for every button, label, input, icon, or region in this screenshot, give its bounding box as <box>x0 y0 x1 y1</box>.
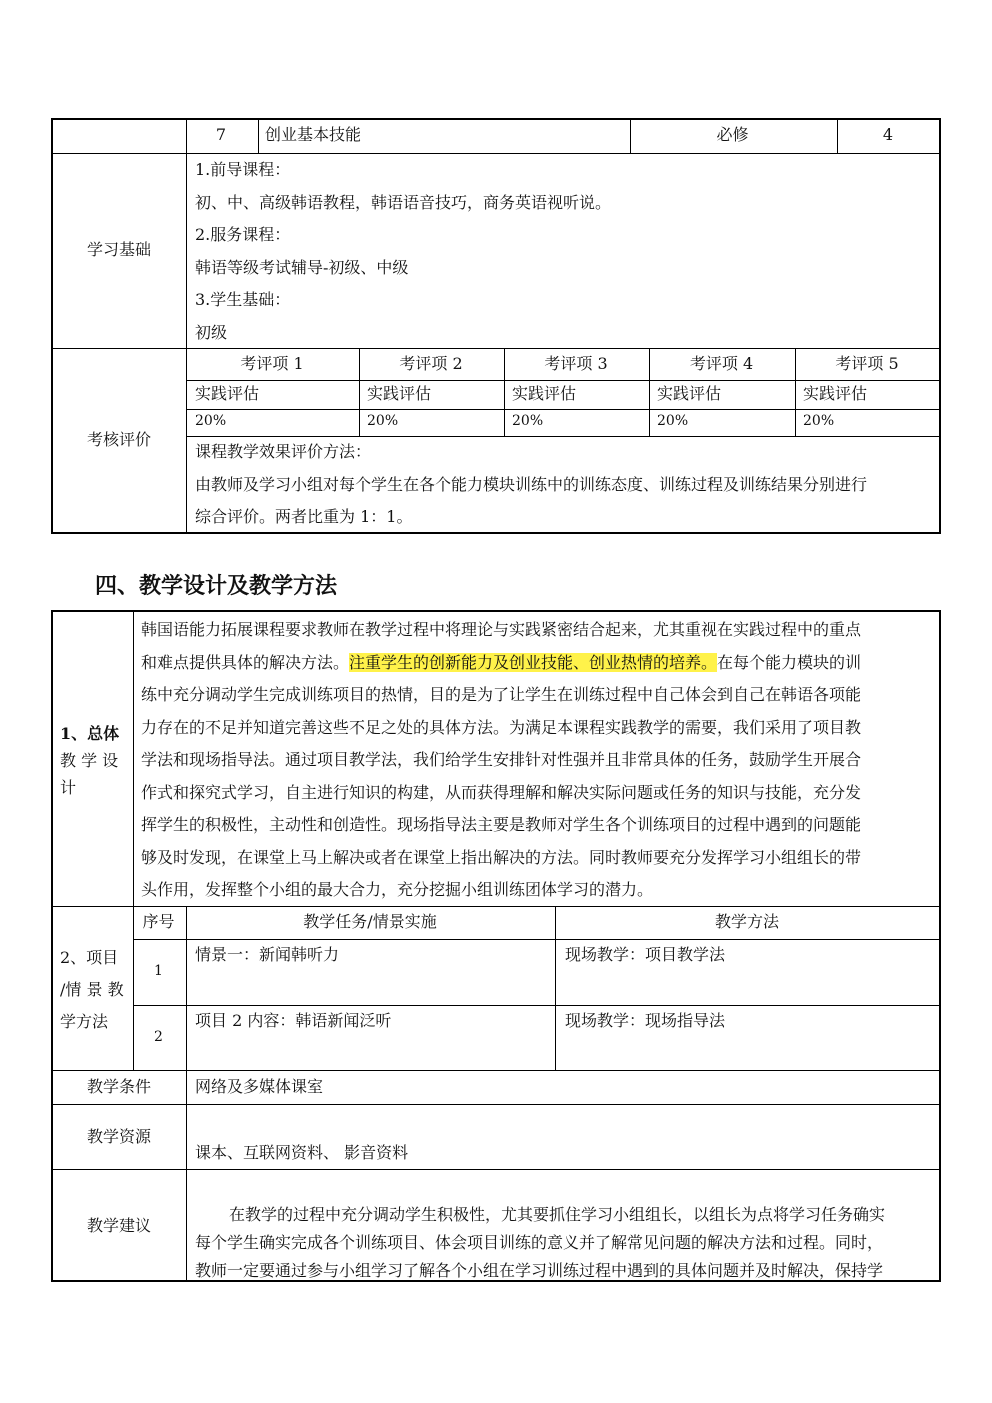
learning-basis-line: 韩语等级考试辅导-初级、中级 <box>195 257 409 277</box>
paragraph-line: 练中充分调动学生完成训练项目的热情，目的是为了让学生在训练过程中自己体会到自己在韩语各项能 <box>141 685 862 704</box>
paragraph-line: 每个学生确实完成各个训练项目、体会项目训练的意义并了解常见问题的解决方法和过程。同时， <box>195 1233 884 1252</box>
learning-basis-line: 2.服务课程： <box>195 225 291 244</box>
assessment-item-method: 实践评估 <box>657 384 722 403</box>
course-name: 创业基本技能 <box>265 125 362 144</box>
assessment-method-text <box>195 436 867 534</box>
assessment-item-name: 考评项 4 <box>689 354 754 373</box>
assessment-method-line: 由教师及学习小组对每个学生在各个能力模块训练中的训练态度、训练过程及训练结果分别进行 <box>195 474 868 494</box>
resources-label: 教学资源 <box>86 1127 151 1146</box>
course-credits: 4 <box>882 125 894 144</box>
paragraph-line <box>141 647 861 680</box>
row-task: 情景一：新闻韩听力 <box>195 945 340 964</box>
label-line: 2、项目 <box>60 948 119 967</box>
learning-basis-line: 初、中、高级韩语教程，韩语语音技巧，商务英语视听说。 <box>195 192 612 212</box>
learning-basis-content <box>195 154 611 349</box>
learning-basis-line: 3.学生基础： <box>195 290 291 309</box>
assessment-item-name: 考评项 2 <box>399 354 463 373</box>
assessment-item-weight: 20% <box>195 413 227 429</box>
paragraph-line: 作式和探究式学习，自主进行知识的构建，从而获得理解和解决实际问题或任务的知识与技能，充分发 <box>141 782 862 802</box>
suggestions-text <box>195 1201 939 1285</box>
assessment-item-weight: 20% <box>512 413 544 429</box>
row-no: 2 <box>154 1029 163 1045</box>
assessment-method-title: 课程教学效果评价方法： <box>195 442 372 461</box>
conditions-value: 网络及多媒体课室 <box>195 1077 324 1096</box>
overall-design-label <box>60 720 130 801</box>
highlighted-text: 注重学生的创新能力及创业技能、创业热情的培养。 <box>349 652 718 672</box>
assessment-item-method: 实践评估 <box>512 384 577 403</box>
assessment-label: 考核评价 <box>86 430 151 449</box>
paragraph-fragment: 在每个能力模块的训 <box>717 652 862 672</box>
row-method: 现场教学：现场指导法 <box>565 1011 726 1030</box>
paragraph-line: 力存在的不足并知道完善这些不足之处的具体方法。为满足本课程实践教学的需要，我们采用了项目教 <box>141 717 862 737</box>
header-method: 教学方法 <box>714 912 779 931</box>
project-methods-label <box>60 942 130 1038</box>
assessment-item-name: 考评项 1 <box>240 354 304 373</box>
paragraph-line: 头作用，发挥整个小组的最大合力，充分挖掘小组训练团体学习的潜力。 <box>141 880 654 899</box>
suggestions-label: 教学建议 <box>86 1216 151 1235</box>
label-line: /情 景 教 <box>60 980 124 999</box>
label-line: 1、总体 <box>60 724 120 743</box>
learning-basis-line: 1.前导课程： <box>195 160 291 179</box>
paragraph-fragment: 和难点提供具体的解决方法。 <box>141 652 350 672</box>
label-line: 计 <box>60 778 77 797</box>
label-line: 学方法 <box>60 1012 109 1031</box>
assessment-method-line: 综合评价。两者比重为 1：1。 <box>195 507 413 526</box>
assessment-item-weight: 20% <box>367 413 399 429</box>
row-no: 1 <box>154 963 163 979</box>
assessment-item-weight: 20% <box>657 413 689 429</box>
conditions-label: 教学条件 <box>86 1077 151 1096</box>
paragraph-line: 教师一定要通过参与小组学习了解各个小组在学习训练过程中遇到的具体问题并及时解决，保持学 <box>195 1261 884 1280</box>
assessment-item-name: 考评项 3 <box>544 354 608 373</box>
paragraph-line: 韩国语能力拓展课程要求教师在教学过程中将理论与实践紧密结合起来，尤其重视在实践过程中的重点 <box>141 620 862 639</box>
paragraph-line: 够及时发现，在课堂上马上解决或者在课堂上指出解决的方法。同时教师要充分发挥学习小组组长的带 <box>141 847 862 867</box>
label-line: 教 学 设 <box>60 751 119 770</box>
resources-value: 课本、互联网资料、 影音资料 <box>195 1143 409 1162</box>
header-no: 序号 <box>142 912 175 931</box>
overall-design-text <box>141 614 861 907</box>
header-task: 教学任务/情景实施 <box>303 912 437 931</box>
assessment-item-method: 实践评估 <box>803 384 868 403</box>
paragraph-line: 学法和现场指导法。通过项目教学法，我们给学生安排针对性强并且非常具体的任务，鼓励学生开展合 <box>141 750 862 769</box>
assessment-item-method: 实践评估 <box>367 384 432 403</box>
row-method: 现场教学：项目教学法 <box>565 945 726 964</box>
section-heading: 四、教学设计及教学方法 <box>95 574 338 599</box>
assessment-item-method: 实践评估 <box>195 384 260 403</box>
learning-basis-label: 学习基础 <box>86 240 151 259</box>
assessment-item-weight: 20% <box>803 413 835 429</box>
paragraph-line: 挥学生的积极性，主动性和创造性。现场指导法主要是教师对学生各个训练项目的过程中遇到的问题能 <box>141 815 862 834</box>
paragraph-line: 在教学的过程中充分调动学生积极性，尤其要抓住学习小组组长，以组长为点将学习任务确实 <box>229 1205 886 1224</box>
course-type: 必修 <box>716 125 749 144</box>
learning-basis-line: 初级 <box>195 322 228 342</box>
row-task: 项目 2 内容：韩语新闻泛听 <box>195 1011 392 1030</box>
assessment-item-name: 考评项 5 <box>835 354 899 373</box>
course-index: 7 <box>215 125 227 144</box>
